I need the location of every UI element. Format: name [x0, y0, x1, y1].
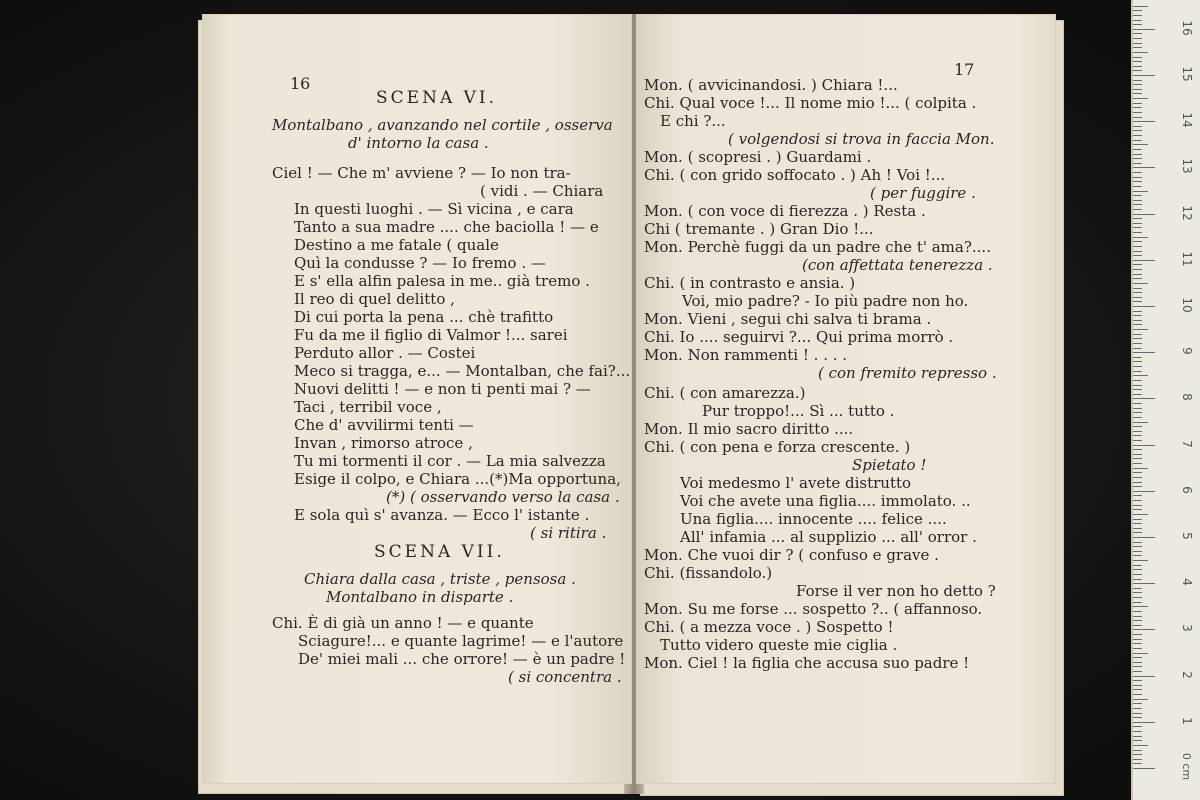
- ruler-number: 5: [1180, 532, 1194, 540]
- left-page: [202, 14, 632, 784]
- ruler-tick: [1133, 301, 1142, 302]
- ruler-tick: [1133, 70, 1142, 71]
- ruler-tick: [1133, 380, 1142, 381]
- ruler-tick: [1133, 57, 1142, 58]
- ruler-tick: [1133, 29, 1155, 30]
- verse-line: Perduto allor . — Costei: [294, 344, 476, 362]
- ruler-tick: [1133, 343, 1142, 344]
- ruler-tick: [1133, 334, 1142, 335]
- verse-line: Sciagure!... e quante lagrime! — e l'autore: [298, 632, 624, 650]
- ruler-tick: [1133, 713, 1142, 714]
- ruler-tick: [1133, 505, 1142, 506]
- ruler-tick: [1133, 574, 1142, 575]
- ruler-tick: [1133, 763, 1142, 764]
- ruler-tick: [1133, 209, 1142, 210]
- stage-direction: Montalbano in disparte .: [326, 588, 514, 606]
- ruler-tick: [1133, 616, 1142, 617]
- ruler-tick: [1133, 255, 1142, 256]
- ruler-tick: [1133, 468, 1148, 469]
- ruler-tick: [1133, 694, 1142, 695]
- ruler-tick: [1133, 163, 1142, 164]
- ruler-tick: [1133, 653, 1148, 654]
- ruler-number: 12: [1180, 204, 1194, 221]
- ruler-tick: [1133, 357, 1142, 358]
- ruler-tick: [1133, 186, 1142, 187]
- ruler-tick: [1133, 445, 1155, 446]
- ruler-tick: [1133, 514, 1148, 515]
- verse-line: Voi che avete una figlia.... immolato. ..: [680, 492, 971, 510]
- verse-line: Mon. Non rammenti ! . . . .: [644, 346, 848, 364]
- ruler-tick: [1133, 144, 1148, 145]
- ruler-tick: [1133, 306, 1155, 307]
- verse-line: Chi. Io .... seguirvi ?... Qui prima morrò .: [644, 328, 954, 346]
- ruler-tick: [1133, 135, 1142, 136]
- ruler-tick: [1133, 223, 1142, 224]
- stage-direction: Chiara dalla casa , triste , pensosa .: [304, 570, 576, 588]
- verse-line: Chi ( tremante . ) Gran Dio !...: [644, 220, 874, 238]
- ruler-tick: [1133, 140, 1142, 141]
- ruler-number: 8: [1180, 393, 1194, 402]
- ruler-tick: [1133, 417, 1142, 418]
- ruler-tick: [1133, 412, 1142, 413]
- verse-line: Forse il ver non ho detto ?: [796, 582, 996, 600]
- ruler-tick: [1133, 278, 1142, 279]
- verse-line: Chi. ( in contrasto e ansia. ): [644, 274, 856, 292]
- verse-line: Mon. Il mio sacro diritto ....: [644, 420, 854, 438]
- ruler-tick: [1133, 204, 1142, 205]
- verse-line: Ciel ! — Che m' avviene ? — Io non tra-: [272, 164, 571, 182]
- ruler-number: 15: [1180, 66, 1194, 82]
- ruler-tick: [1133, 24, 1142, 25]
- ruler-tick: [1133, 149, 1142, 150]
- ruler-tick: [1133, 195, 1142, 196]
- ruler-tick: [1133, 232, 1142, 233]
- ruler-number: 11: [1180, 251, 1194, 267]
- ruler-tick: [1133, 477, 1142, 478]
- ruler-tick: [1133, 117, 1142, 118]
- ruler-tick: [1133, 717, 1142, 718]
- ruler-tick: [1133, 431, 1142, 432]
- ruler-tick: [1133, 606, 1148, 607]
- ruler-tick: [1133, 699, 1148, 700]
- verse-line: Quì la condusse ? — Io fremo . —: [294, 254, 546, 272]
- ruler-tick: [1133, 680, 1142, 681]
- ruler-tick: [1133, 172, 1142, 173]
- ruler-tick: [1133, 288, 1142, 289]
- scene-heading-vii: SCENA VII.: [374, 542, 505, 562]
- ruler-tick: [1133, 435, 1142, 436]
- ruler-tick: [1133, 329, 1148, 330]
- ruler-tick: [1133, 352, 1155, 353]
- ruler-tick: [1133, 260, 1155, 261]
- ruler-number: 3: [1180, 624, 1194, 633]
- ruler-tick: [1133, 191, 1148, 192]
- ruler-tick: [1133, 385, 1142, 386]
- verse-line: In questi luoghi . — Sì vicina , e cara: [294, 200, 574, 218]
- ruler-tick: [1133, 292, 1142, 293]
- verse-line: Mon. Che vuoi dir ? ( confuso e grave .: [644, 546, 939, 564]
- ruler-tick: [1133, 666, 1142, 667]
- ruler-tick: [1133, 251, 1142, 252]
- verse-line: Mon. Ciel ! la figlia che accusa suo padre !: [644, 654, 970, 672]
- verse-line: Mon. Perchè fuggi da un padre che t' ama?....: [644, 238, 991, 256]
- ruler-tick: [1133, 657, 1142, 658]
- verse-line: Voi, mio padre? - Io più padre non ho.: [682, 292, 969, 310]
- stage-direction: ( si ritira .: [530, 524, 607, 542]
- ruler-tick: [1133, 274, 1142, 275]
- measuring-ruler: [1131, 0, 1200, 800]
- stage-direction: d' intorno la casa .: [348, 134, 489, 152]
- ruler-tick: [1133, 602, 1142, 603]
- ruler-tick: [1133, 103, 1142, 104]
- ruler-number: 9: [1180, 347, 1194, 355]
- verse-line: Voi medesmo l' avete distrutto: [680, 474, 912, 492]
- verse-line: Pur troppo!... Sì ... tutto .: [702, 402, 895, 420]
- verse-line: Di cui porta la pena ... chè trafitto: [294, 308, 554, 326]
- ruler-tick: [1133, 528, 1142, 529]
- ruler-tick: [1133, 555, 1142, 556]
- ruler-tick: [1133, 676, 1155, 677]
- verse-line: Mon. ( con voce di fierezza . ) Resta .: [644, 202, 926, 220]
- ruler-tick: [1133, 768, 1155, 769]
- ruler-tick: [1133, 546, 1142, 547]
- ruler-tick: [1133, 89, 1142, 90]
- ruler-tick: [1133, 371, 1142, 372]
- ruler-number: 4: [1180, 578, 1194, 586]
- verse-line: Chi. (fissandolo.): [644, 564, 773, 582]
- ruler-tick: [1133, 759, 1142, 760]
- ruler-tick: [1133, 6, 1148, 7]
- ruler-number: 14: [1180, 112, 1194, 128]
- verse-line: ( vidi . — Chiara: [480, 182, 604, 200]
- ruler-tick: [1133, 722, 1155, 723]
- page-number-right: 17: [954, 60, 975, 79]
- ruler-unit-label: 0 cm: [1180, 752, 1194, 781]
- ruler-tick: [1133, 246, 1142, 247]
- ruler-tick: [1133, 200, 1142, 201]
- ruler-tick: [1133, 98, 1148, 99]
- ruler-tick: [1133, 592, 1142, 593]
- ruler-tick: [1133, 634, 1142, 635]
- ruler-tick: [1133, 449, 1142, 450]
- verse-line: Chi. ( con pena e forza crescente. ): [644, 438, 911, 456]
- ruler-tick: [1133, 565, 1142, 566]
- stage-direction: ( con fremito represso .: [818, 364, 997, 382]
- ruler-tick: [1133, 551, 1142, 552]
- ruler-tick: [1133, 311, 1142, 312]
- ruler-tick: [1133, 495, 1142, 496]
- verse-line: Mon. ( avvicinandosi. ) Chiara !...: [644, 76, 898, 94]
- verse-line: Invan , rimorso atroce ,: [294, 434, 473, 452]
- ruler-tick: [1133, 736, 1142, 737]
- ruler-tick: [1133, 703, 1142, 704]
- stage-direction: (con affettata tenerezza .: [802, 256, 993, 274]
- ruler-tick: [1133, 726, 1142, 727]
- verse-line: Mon. ( scopresi . ) Guardami .: [644, 148, 872, 166]
- ruler-tick: [1133, 167, 1155, 168]
- ruler-tick: [1133, 588, 1142, 589]
- ruler-tick: [1133, 422, 1148, 423]
- ruler-tick: [1133, 130, 1142, 131]
- verse-line: Il reo di quel delitto ,: [294, 290, 455, 308]
- ruler-tick: [1133, 629, 1155, 630]
- ruler-tick: [1133, 107, 1142, 108]
- ruler-tick: [1133, 84, 1142, 85]
- ruler-tick: [1133, 662, 1142, 663]
- verse-line: Tanto a sua madre .... che baciolla ! — e: [294, 218, 599, 236]
- ruler-tick: [1133, 398, 1155, 399]
- verse-line: Una figlia.... innocente .... felice ....: [680, 510, 947, 528]
- verse-line: Destino a me fatale ( quale: [294, 236, 499, 254]
- ruler-number: 2: [1180, 670, 1194, 679]
- verse-line: Mon. Vieni , segui chi salva ti brama .: [644, 310, 932, 328]
- ruler-tick: [1133, 440, 1142, 441]
- ruler-tick: [1133, 214, 1155, 215]
- ruler-tick: [1133, 154, 1142, 155]
- stage-direction: ( si concentra .: [508, 668, 622, 686]
- ruler-tick: [1133, 33, 1142, 34]
- ruler-number: 6: [1180, 485, 1194, 494]
- verse-line: Tu mi tormenti il cor . — La mia salvezza: [294, 452, 606, 470]
- verse-line: Taci , terribil voce ,: [294, 398, 442, 416]
- ruler-tick: [1133, 648, 1142, 649]
- ruler-tick: [1133, 181, 1142, 182]
- ruler-tick: [1133, 283, 1148, 284]
- ruler-tick: [1133, 671, 1142, 672]
- ruler-number: 1: [1180, 716, 1194, 725]
- verse-line: E s' ella alfin palesa in me.. già tremo .: [294, 272, 590, 290]
- ruler-tick: [1133, 237, 1148, 238]
- ruler-tick: [1133, 375, 1148, 376]
- verse-line: Tutto videro queste mie ciglia .: [660, 636, 898, 654]
- page-number-left: 16: [290, 74, 311, 93]
- ruler-tick: [1133, 61, 1142, 62]
- ruler-tick: [1133, 52, 1148, 53]
- stage-direction: ( volgendosi si trova in faccia Mon.: [728, 130, 995, 148]
- ruler-tick: [1133, 523, 1142, 524]
- ruler-tick: [1133, 227, 1142, 228]
- ruler-tick: [1133, 685, 1142, 686]
- ruler-tick: [1133, 486, 1142, 487]
- ruler-tick: [1133, 297, 1142, 298]
- verse-line: Chi. È di già un anno ! — e quante: [272, 614, 534, 632]
- ruler-number: 10: [1180, 297, 1194, 313]
- ruler-tick: [1133, 491, 1155, 492]
- ruler-tick: [1133, 241, 1142, 242]
- ruler-tick: [1133, 620, 1142, 621]
- ruler-tick: [1133, 611, 1142, 612]
- ruler-tick: [1133, 643, 1142, 644]
- ruler-tick: [1133, 583, 1155, 584]
- verse-line: Chi. Qual voce !... Il nome mio !... ( colpita .: [644, 94, 977, 112]
- ruler-tick: [1133, 158, 1142, 159]
- verse-line: Fu da me il figlio di Valmor !... sarei: [294, 326, 568, 344]
- ruler-tick: [1133, 625, 1142, 626]
- verse-line: Chi. ( a mezza voce . ) Sospetto !: [644, 618, 894, 636]
- ruler-tick: [1133, 519, 1142, 520]
- stage-direction: Montalbano , avanzando nel cortile , osserva: [272, 116, 613, 134]
- verse-line: De' miei mali ... che orrore! — è un padre !: [298, 650, 626, 668]
- verse-line: Chi. ( con grido soffocato . ) Ah ! Voi !...: [644, 166, 946, 184]
- ruler-tick: [1133, 324, 1142, 325]
- ruler-tick: [1133, 500, 1142, 501]
- verse-line: Mon. Su me forse ... sospetto ?.. ( affannoso.: [644, 600, 983, 618]
- verse-line: E chi ?...: [660, 112, 726, 130]
- ruler-tick: [1133, 463, 1142, 464]
- ruler-number: 16: [1180, 20, 1194, 36]
- ruler-tick: [1133, 482, 1142, 483]
- ruler-tick: [1133, 579, 1142, 580]
- ruler-tick: [1133, 403, 1142, 404]
- scene-heading-vi: SCENA VI.: [376, 88, 498, 108]
- ruler-tick: [1133, 38, 1142, 39]
- verse-line: Nuovi delitti ! — e non ti penti mai ? —: [294, 380, 591, 398]
- ruler-tick: [1133, 472, 1142, 473]
- ruler-tick: [1133, 177, 1142, 178]
- verse-line: Che d' avvilirmi tenti —: [294, 416, 474, 434]
- verse-line: Meco si tragga, e... — Montalban, che fai?...: [294, 362, 631, 380]
- ruler-tick: [1133, 269, 1142, 270]
- ruler-tick: [1133, 639, 1142, 640]
- ruler-tick: [1133, 218, 1142, 219]
- verse-line: Chi. ( con amarezza.): [644, 384, 806, 402]
- ruler-tick: [1133, 537, 1155, 538]
- right-page: [636, 14, 1056, 784]
- ruler-tick: [1133, 75, 1155, 76]
- ruler-tick: [1133, 731, 1142, 732]
- ruler-tick: [1133, 745, 1148, 746]
- ruler-tick: [1133, 740, 1142, 741]
- ruler-tick: [1133, 569, 1142, 570]
- ruler-tick: [1133, 408, 1142, 409]
- ruler-tick: [1133, 348, 1142, 349]
- open-book: [196, 14, 1066, 796]
- ruler-tick: [1133, 43, 1142, 44]
- ruler-tick: [1133, 320, 1142, 321]
- ruler-tick: [1133, 366, 1142, 367]
- ruler-tick: [1133, 560, 1148, 561]
- verse-line: All' infamia ... al supplizio ... all' orror .: [680, 528, 977, 546]
- ruler-tick: [1133, 532, 1142, 533]
- ruler-tick: [1133, 93, 1142, 94]
- verse-line: Spietato !: [852, 456, 927, 474]
- ruler-tick: [1133, 426, 1142, 427]
- ruler-tick: [1133, 394, 1142, 395]
- ruler-tick: [1133, 315, 1142, 316]
- ruler-tick: [1133, 689, 1142, 690]
- ruler-tick: [1133, 750, 1142, 751]
- ruler-tick: [1133, 126, 1142, 127]
- ruler-tick: [1133, 338, 1142, 339]
- ruler-tick: [1133, 20, 1142, 21]
- ruler-tick: [1133, 15, 1142, 16]
- ruler-tick: [1133, 509, 1142, 510]
- ruler-number: 7: [1180, 439, 1194, 448]
- ruler-number: 13: [1180, 158, 1194, 175]
- ruler-tick: [1133, 10, 1142, 11]
- ruler-tick: [1133, 754, 1142, 755]
- ruler-tick: [1133, 66, 1142, 67]
- ruler-tick: [1133, 47, 1142, 48]
- stage-direction: ( per fuggire .: [870, 184, 976, 202]
- verse-line: Esige il colpo, e Chiara ...(*)Ma opportuna,: [294, 470, 621, 488]
- ruler-tick: [1133, 112, 1142, 113]
- ruler-tick: [1133, 389, 1142, 390]
- footnote-line: (*) ( osservando verso la casa .: [386, 488, 620, 506]
- ruler-tick: [1133, 542, 1142, 543]
- verse-line: E sola quì s' avanza. — Ecco l' istante .: [294, 506, 590, 524]
- ruler-tick: [1133, 454, 1142, 455]
- ruler-tick: [1133, 121, 1155, 122]
- ruler-tick: [1133, 264, 1142, 265]
- ruler-tick: [1133, 597, 1142, 598]
- ruler-tick: [1133, 708, 1142, 709]
- ruler-tick: [1133, 361, 1142, 362]
- ruler-tick: [1133, 458, 1142, 459]
- ruler-tick: [1133, 80, 1142, 81]
